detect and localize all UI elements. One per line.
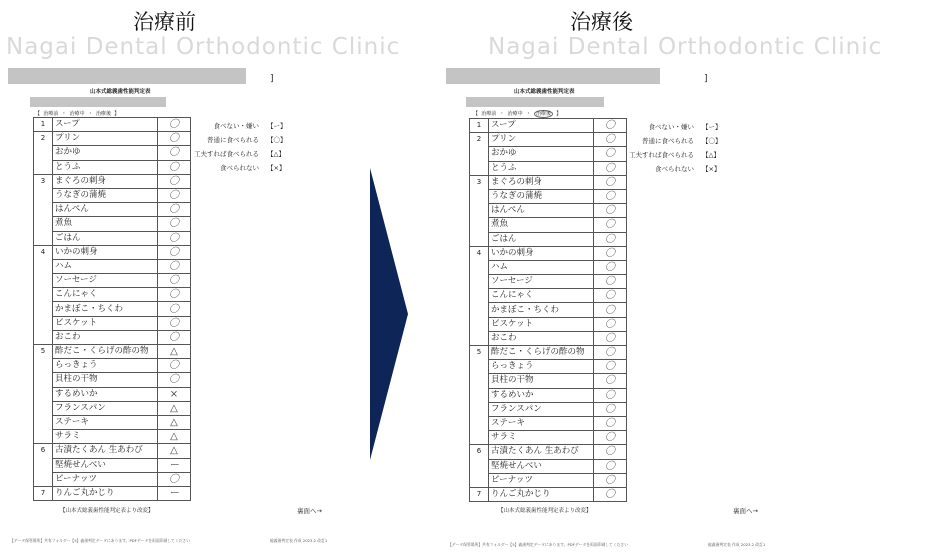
status-after: 治療後 xyxy=(536,111,552,117)
food-item: ピーナッツ xyxy=(53,472,158,486)
rating-mark: 〇 xyxy=(594,331,627,345)
food-item: ビスケット xyxy=(53,316,158,330)
table-row xyxy=(34,472,191,486)
form-title: 山本式総義歯性能判定表 xyxy=(90,89,151,95)
form-title: 山本式総義歯性能判定表 xyxy=(514,89,575,95)
status-sep: ・ xyxy=(499,111,505,117)
food-item: サラミ xyxy=(53,430,158,444)
food-item: 堅焼せんべい xyxy=(489,459,594,473)
table-row xyxy=(34,486,191,500)
rating-mark: 〇 xyxy=(158,160,191,174)
table-row xyxy=(34,302,191,316)
food-item: スープ xyxy=(53,118,158,132)
rating-mark: 〇 xyxy=(158,118,191,132)
food-item: プリン xyxy=(53,132,158,146)
legend-row: 工夫すれば食べられる 【△】 xyxy=(629,151,720,159)
group-number: 2 xyxy=(470,133,489,176)
treatment-status-line xyxy=(35,110,119,117)
form-version: 総義歯判定表 作成 2023.2 改訂1 xyxy=(270,538,328,543)
rating-mark: 〇 xyxy=(158,245,191,259)
group-number: 5 xyxy=(34,345,53,444)
status-before: 治療前 xyxy=(43,111,59,117)
table-row xyxy=(470,147,627,161)
food-item: するめいか xyxy=(489,388,594,402)
food-item: いかの刺身 xyxy=(489,246,594,260)
table-row xyxy=(470,289,627,303)
table-row xyxy=(470,402,627,416)
redacted-id-bar xyxy=(30,97,166,107)
table-row xyxy=(470,189,627,203)
rating-mark: 〇 xyxy=(158,174,191,188)
table-row xyxy=(470,317,627,331)
food-item: ソーセージ xyxy=(53,274,158,288)
food-item: ピーナッツ xyxy=(489,473,594,487)
status-sep: ・ xyxy=(525,111,531,117)
table-row xyxy=(34,345,191,359)
rating-mark: 〇 xyxy=(594,431,627,445)
table-row xyxy=(470,204,627,218)
table-row xyxy=(34,373,191,387)
table-row xyxy=(470,331,627,345)
group-number: 4 xyxy=(470,246,489,345)
food-item: 酢だこ・くらげの酢の物 xyxy=(53,345,158,359)
rating-mark: △ xyxy=(158,345,191,359)
group-number: 4 xyxy=(34,245,53,344)
status-before: 治療前 xyxy=(481,111,497,117)
rating-mark: 〇 xyxy=(594,133,627,147)
food-item: 堅焼せんべい xyxy=(53,458,158,472)
food-item: おかゆ xyxy=(53,146,158,160)
rating-mark: 〇 xyxy=(594,346,627,360)
legend-row: 普通に食べられる 【〇】 xyxy=(642,137,722,145)
food-item: ハム xyxy=(53,259,158,273)
food-item: おこわ xyxy=(53,330,158,344)
table-row xyxy=(34,316,191,330)
watermark-right: Nagai Dental Orthodontic Clinic xyxy=(488,34,883,60)
table-row xyxy=(470,360,627,374)
document-after xyxy=(446,66,896,546)
table-row xyxy=(34,160,191,174)
rating-mark: 〇 xyxy=(158,217,191,231)
table-row xyxy=(470,161,627,175)
rating-mark: 〇 xyxy=(158,132,191,146)
food-item: はんぺん xyxy=(53,203,158,217)
group-number: 2 xyxy=(34,132,53,175)
table-row xyxy=(34,415,191,429)
food-item: まぐろの刺身 xyxy=(53,174,158,188)
legend-row: 食べない・嫌い 【ー】 xyxy=(648,123,722,131)
food-item: らっきょう xyxy=(53,359,158,373)
food-item: こんにゃく xyxy=(53,288,158,302)
storage-note: 【データ保管場所】共有フォルダー【5】義歯判定データにあります。PDFデータを両面印刷してください xyxy=(10,538,191,543)
rating-legend xyxy=(618,120,728,176)
food-item: とうふ xyxy=(489,161,594,175)
close-bracket: ] xyxy=(270,74,274,84)
table-row xyxy=(470,218,627,232)
table-row xyxy=(470,459,627,473)
rating-mark: 〇 xyxy=(594,260,627,274)
table-row xyxy=(470,303,627,317)
rating-mark: 〇 xyxy=(594,487,627,501)
food-item: うなぎの蒲焼 xyxy=(489,189,594,203)
table-row xyxy=(34,217,191,231)
food-rating-table xyxy=(33,117,191,501)
next-page-label: 裏面へ→ xyxy=(297,507,322,515)
status-sep: ・ xyxy=(61,111,67,117)
food-item: プリン xyxy=(489,133,594,147)
table-row xyxy=(470,275,627,289)
status-open: 【 xyxy=(35,111,41,117)
group-number: 1 xyxy=(34,118,53,132)
rating-mark: 〇 xyxy=(158,316,191,330)
table-row xyxy=(34,146,191,160)
status-close: 】 xyxy=(114,111,120,117)
table-row xyxy=(470,175,627,189)
rating-mark: 〇 xyxy=(158,146,191,160)
food-item: フランスパン xyxy=(489,402,594,416)
group-number: 7 xyxy=(34,486,53,500)
status-close: 】 xyxy=(556,111,562,117)
heading-after: 治療後 xyxy=(570,10,633,34)
rating-mark: 〇 xyxy=(158,288,191,302)
watermark-left: Nagai Dental Orthodontic Clinic xyxy=(6,34,401,60)
rating-mark: 〇 xyxy=(594,473,627,487)
food-item: かまぼこ・ちくわ xyxy=(53,302,158,316)
rating-mark: △ xyxy=(158,444,191,458)
rating-mark: 〇 xyxy=(158,259,191,273)
table-row xyxy=(34,288,191,302)
food-item: 古漬たくあん 生あわび xyxy=(53,444,158,458)
table-row xyxy=(34,231,191,245)
table-row xyxy=(34,132,191,146)
rating-legend xyxy=(193,119,293,175)
table-row xyxy=(34,359,191,373)
status-during: 治療中 xyxy=(69,111,85,117)
table-row xyxy=(34,387,191,401)
rating-mark: 〇 xyxy=(158,359,191,373)
food-rating-table xyxy=(469,118,627,502)
group-number: 1 xyxy=(470,119,489,133)
group-number: 3 xyxy=(470,175,489,246)
food-item: おかゆ xyxy=(489,147,594,161)
rating-mark: 〇 xyxy=(594,459,627,473)
food-item: まぐろの刺身 xyxy=(489,175,594,189)
table-row xyxy=(34,330,191,344)
status-during: 治療中 xyxy=(507,111,523,117)
legend-row: 食べない・嫌い 【ー】 xyxy=(213,122,287,130)
rating-mark: 〇 xyxy=(594,232,627,246)
source-note: 【山本式総義歯性能判定表より改変】 xyxy=(498,508,592,514)
legend-row: 食べられない 【×】 xyxy=(220,164,286,172)
table-row xyxy=(34,188,191,202)
close-bracket: ] xyxy=(704,74,708,84)
rating-mark: 〇 xyxy=(158,472,191,486)
status-open: 【 xyxy=(473,111,479,117)
table-row xyxy=(34,444,191,458)
table-row xyxy=(34,245,191,259)
rating-mark: 〇 xyxy=(158,203,191,217)
food-item: 煮魚 xyxy=(53,217,158,231)
food-item: おこわ xyxy=(489,331,594,345)
form-version: 総義歯判定表 作成 2023.2 改訂1 xyxy=(708,542,766,547)
rating-mark: ー xyxy=(158,486,191,500)
source-note: 【山本式総義歯性能判定表より改変】 xyxy=(60,508,154,514)
table-row xyxy=(34,430,191,444)
rating-mark: 〇 xyxy=(594,360,627,374)
rating-mark: × xyxy=(158,387,191,401)
table-row xyxy=(470,119,627,133)
rating-mark: △ xyxy=(158,430,191,444)
rating-mark: 〇 xyxy=(594,189,627,203)
table-row xyxy=(470,487,627,501)
rating-mark: 〇 xyxy=(594,161,627,175)
food-item: とうふ xyxy=(53,160,158,174)
rating-mark: 〇 xyxy=(594,246,627,260)
group-number: 5 xyxy=(470,346,489,445)
rating-mark: 〇 xyxy=(158,373,191,387)
rating-mark: 〇 xyxy=(594,175,627,189)
redacted-name-bar xyxy=(446,68,660,84)
food-item: いかの刺身 xyxy=(53,245,158,259)
legend-row: 工夫すれば食べられる 【△】 xyxy=(194,150,285,158)
status-sep: ・ xyxy=(87,111,93,117)
table-row xyxy=(470,473,627,487)
table-row xyxy=(34,458,191,472)
food-item: はんぺん xyxy=(489,204,594,218)
heading-before: 治療前 xyxy=(133,10,196,34)
table-row xyxy=(470,431,627,445)
food-item: サラミ xyxy=(489,431,594,445)
rating-mark: 〇 xyxy=(158,188,191,202)
rating-mark: 〇 xyxy=(158,231,191,245)
treatment-status-line xyxy=(473,110,561,117)
table-row xyxy=(34,274,191,288)
rating-mark: 〇 xyxy=(594,317,627,331)
rating-mark: 〇 xyxy=(158,302,191,316)
food-item: ステーキ xyxy=(53,415,158,429)
food-item: こんにゃく xyxy=(489,289,594,303)
food-item: ステーキ xyxy=(489,416,594,430)
table-row xyxy=(470,374,627,388)
rating-mark: △ xyxy=(158,415,191,429)
food-item: 貝柱の干物 xyxy=(489,374,594,388)
table-row xyxy=(34,174,191,188)
table-row xyxy=(470,388,627,402)
group-number: 7 xyxy=(470,487,489,501)
group-number: 3 xyxy=(34,174,53,245)
rating-mark: 〇 xyxy=(594,402,627,416)
food-item: 古漬たくあん 生あわび xyxy=(489,445,594,459)
status-after: 治療後 xyxy=(96,111,112,117)
legend-row: 食べられない 【×】 xyxy=(655,165,721,173)
rating-mark: 〇 xyxy=(594,289,627,303)
food-item: うなぎの蒲焼 xyxy=(53,188,158,202)
food-item: するめいか xyxy=(53,387,158,401)
group-number: 6 xyxy=(34,444,53,487)
rating-mark: 〇 xyxy=(594,119,627,133)
table-row xyxy=(34,401,191,415)
table-row xyxy=(470,346,627,360)
food-item: ビスケット xyxy=(489,317,594,331)
legend-row: 普通に食べられる 【〇】 xyxy=(207,136,287,144)
food-item: 酢だこ・くらげの酢の物 xyxy=(489,346,594,360)
food-item: 貝柱の干物 xyxy=(53,373,158,387)
table-row xyxy=(34,259,191,273)
food-item: りんご丸かじり xyxy=(489,487,594,501)
rating-mark: 〇 xyxy=(594,445,627,459)
rating-mark: 〇 xyxy=(594,388,627,402)
table-row xyxy=(470,246,627,260)
document-before xyxy=(8,66,458,546)
redacted-id-bar xyxy=(466,97,604,107)
table-row xyxy=(470,133,627,147)
table-row xyxy=(470,445,627,459)
rating-mark: ー xyxy=(158,458,191,472)
table-row xyxy=(470,232,627,246)
food-item: りんご丸かじり xyxy=(53,486,158,500)
table-row xyxy=(470,416,627,430)
group-number: 6 xyxy=(470,445,489,488)
rating-mark: 〇 xyxy=(594,147,627,161)
redacted-name-bar xyxy=(8,68,246,84)
food-item: らっきょう xyxy=(489,360,594,374)
food-item: フランスパン xyxy=(53,401,158,415)
food-item: 煮魚 xyxy=(489,218,594,232)
rating-mark: 〇 xyxy=(158,274,191,288)
food-item: スープ xyxy=(489,119,594,133)
rating-mark: 〇 xyxy=(594,303,627,317)
storage-note: 【データ保管場所】共有フォルダー【5】義歯判定データにあります。PDFデータを両面印刷してください xyxy=(448,542,629,547)
rating-mark: 〇 xyxy=(594,416,627,430)
rating-mark: 〇 xyxy=(594,204,627,218)
rating-mark: 〇 xyxy=(158,330,191,344)
rating-mark: 〇 xyxy=(594,275,627,289)
food-item: ごはん xyxy=(489,232,594,246)
food-item: かまぼこ・ちくわ xyxy=(489,303,594,317)
rating-mark: 〇 xyxy=(594,218,627,232)
food-item: ソーセージ xyxy=(489,275,594,289)
table-row xyxy=(34,203,191,217)
rating-mark: 〇 xyxy=(594,374,627,388)
rating-mark: △ xyxy=(158,401,191,415)
table-row xyxy=(34,118,191,132)
table-row xyxy=(470,260,627,274)
food-item: ごはん xyxy=(53,231,158,245)
next-page-label: 裏面へ→ xyxy=(733,507,758,515)
food-item: ハム xyxy=(489,260,594,274)
